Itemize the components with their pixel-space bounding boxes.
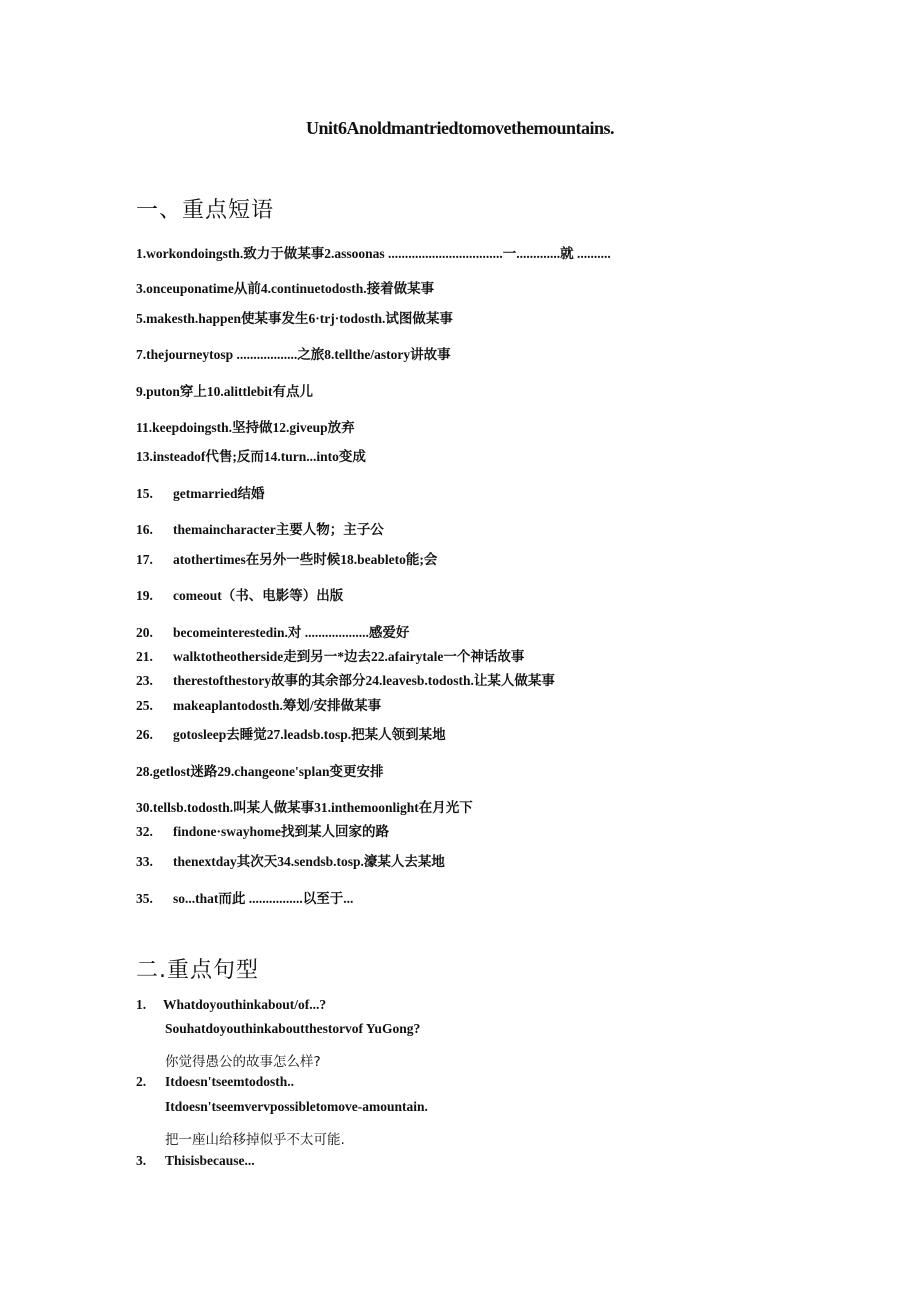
phrase-line: 3.onceuponatime从前4.continuetodosth.接着做某事 bbox=[136, 281, 435, 296]
phrase-line: 17. atothertimes在另外一些时候18.beableto能;会 bbox=[136, 552, 438, 567]
phrase-line: 15. getmarried结婚 bbox=[136, 486, 265, 501]
phrase-line: 35. so...that而此 ................以至于... bbox=[136, 891, 354, 906]
phrase-line: 20. becomeinterestedin.对 ...................感爱好 bbox=[136, 625, 410, 640]
phrase-line: 5.makesth.happen使某事发生6·trj·todosth.试图做某事 bbox=[136, 311, 453, 326]
phrase-line: 7.thejourneytosp ..................之旅8.tellthe/astory讲故事 bbox=[136, 347, 451, 362]
phrase-line: 1.workondoingsth.致力于做某事2.assoonas ..................................一.............就 .......... bbox=[136, 246, 611, 261]
phrase-line: 33. thenextday其次天34.sendsb.tosp.濠某人去某地 bbox=[136, 854, 445, 869]
section-heading-sentences: 二.重点句型 bbox=[136, 958, 259, 983]
sentence-translation: 你觉得愚公的故事怎么样? bbox=[165, 1054, 321, 1070]
phrase-line: 26. gotosleep去睡觉27.leadsb.tosp.把某人领到某地 bbox=[136, 727, 446, 742]
phrase-line: 19. comeout（书、电影等）出版 bbox=[136, 588, 344, 603]
phrase-line: 13.insteadof代售;反而14.turn...into变成 bbox=[136, 449, 366, 464]
sentence-pattern: 1. Whatdoyouthinkabout/of...? bbox=[136, 997, 327, 1012]
phrase-line: 28.getlost迷路29.changeone'splan变更安排 bbox=[136, 764, 384, 779]
sentence-example: Itdoesn'tseemvervpossibletomove-amountain. bbox=[165, 1099, 428, 1114]
document-title: Unit6Anoldmantriedtomovethemountains. bbox=[305, 118, 614, 138]
sentence-translation: 把一座山给移掉似乎不太可能. bbox=[165, 1132, 345, 1148]
phrase-line: 16. themaincharacter主要人物；主子公 bbox=[136, 522, 384, 537]
phrase-line: 25. makeaplantodosth.筹划/安排做某事 bbox=[136, 698, 382, 713]
phrase-line: 11.keepdoingsth.坚持做12.giveup放弃 bbox=[136, 420, 355, 435]
phrase-line: 21. walktotheotherside走到另一*边去22.afairytale一个神话故事 bbox=[136, 649, 525, 664]
phrase-line: 23. therestofthestory故事的其余部分24.leavesb.todosth.让某人做某事 bbox=[136, 673, 555, 688]
phrase-line: 32. findone·swayhome找到某人回家的路 bbox=[136, 824, 390, 839]
sentence-pattern: 2. Itdoesn'tseemtodosth.. bbox=[136, 1074, 295, 1089]
phrase-line: 30.tellsb.todosth.叫某人做某事31.inthemoonlight在月光下 bbox=[136, 800, 473, 815]
sentence-pattern: 3. Thisisbecause... bbox=[136, 1153, 255, 1168]
phrase-line: 9.puton穿上10.alittlebit有点儿 bbox=[136, 384, 314, 399]
section-heading-phrases: 一、重点短语 bbox=[136, 198, 275, 223]
sentence-example: Souhatdoyouthinkaboutthestorvof YuGong? bbox=[165, 1021, 421, 1036]
